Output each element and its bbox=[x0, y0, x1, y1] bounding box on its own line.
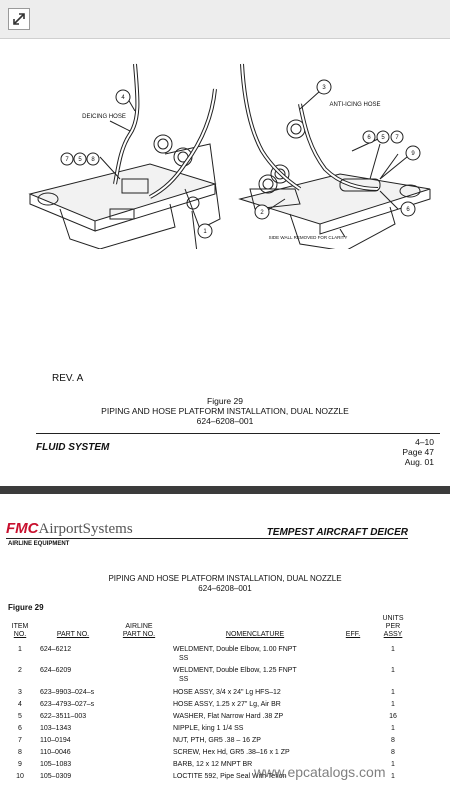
chapter-number: 4–10 bbox=[415, 437, 434, 447]
cell-units: 1 bbox=[391, 725, 395, 732]
cell-item: 3 bbox=[18, 689, 22, 696]
table-row-continuation bbox=[0, 676, 450, 686]
cell-nomenclature: WASHER, Flat Narrow Hard .38 ZP bbox=[173, 713, 284, 720]
column-header-units-per-assy bbox=[378, 615, 408, 639]
column-header-item-line1: ITEM bbox=[11, 623, 29, 630]
callout-label: 5 bbox=[381, 135, 385, 141]
cell-nomenclature: NIPPLE, king 1 1/4 SS bbox=[173, 725, 244, 732]
revision-label: REV. A bbox=[52, 373, 84, 384]
callout-label: 2 bbox=[260, 210, 264, 216]
figure-label: Figure 29 bbox=[8, 603, 44, 612]
cell-part-no: 110–0046 bbox=[40, 749, 71, 756]
column-header-units-line3: ASSY bbox=[383, 631, 403, 638]
cell-part-no: 623–4793–027–s bbox=[40, 701, 95, 708]
page-info bbox=[402, 437, 434, 467]
cell-item: 2 bbox=[18, 667, 22, 674]
cell-nomenclature: LOCTITE 592, Pipe Seal With Teflon bbox=[173, 773, 287, 780]
cell-item: 7 bbox=[18, 737, 22, 744]
cell-part-no: 624–6209 bbox=[40, 667, 72, 674]
table-row bbox=[0, 713, 450, 723]
manual-page-figure bbox=[0, 39, 450, 486]
table-row bbox=[0, 701, 450, 711]
parts-list-title: PIPING AND HOSE PLATFORM INSTALLATION, DUAL NOZZLE bbox=[108, 574, 342, 583]
cell-nomenclature-cont: SS bbox=[179, 676, 189, 683]
watermark: www.epcatalogs.com bbox=[254, 764, 386, 780]
expand-icon bbox=[12, 12, 26, 26]
cell-item: 8 bbox=[18, 749, 22, 756]
callout-label: 6 bbox=[406, 207, 410, 213]
cell-nomenclature: HOSE ASSY, 3/4 x 24" Lg HFS–12 bbox=[173, 689, 281, 696]
airline-equipment-label: AIRLINE EQUIPMENT bbox=[8, 541, 70, 547]
callout-label: SIDE WALL REMOVED FOR CLARITY bbox=[268, 235, 348, 240]
column-header-nomenclature: NOMENCLATURE bbox=[225, 631, 285, 638]
column-header-airline-part-no bbox=[115, 623, 163, 639]
column-header-item-line2: NO. bbox=[13, 631, 27, 638]
table-row bbox=[0, 689, 450, 699]
column-header-units-line2: PER bbox=[385, 623, 401, 630]
parts-list-part-number: 624–6208–001 bbox=[198, 584, 252, 593]
cell-nomenclature: HOSE ASSY, 1.25 x 27" Lg, Air BR bbox=[173, 701, 281, 708]
figure-number: Figure 29 bbox=[207, 396, 243, 406]
callout-label: 7 bbox=[65, 157, 69, 163]
cell-part-no: 624–6212 bbox=[40, 646, 72, 653]
manual-page-parts-list bbox=[0, 494, 450, 800]
document-title: TEMPEST AIRCRAFT DEICER bbox=[266, 527, 408, 538]
cell-nomenclature-cont: SS bbox=[179, 655, 189, 662]
table-row bbox=[0, 749, 450, 759]
cell-item: 5 bbox=[18, 713, 22, 720]
cell-units: 1 bbox=[391, 701, 395, 708]
figure-title: PIPING AND HOSE PLATFORM INSTALLATION, DUAL NOZZLE bbox=[101, 406, 349, 416]
logo-airport-text: AirportSystems bbox=[38, 521, 133, 537]
callout-label: 7 bbox=[395, 135, 399, 141]
column-header-eff: EFF. bbox=[345, 631, 361, 638]
table-row bbox=[0, 737, 450, 747]
column-header-units-line1: UNITS bbox=[382, 615, 404, 622]
callout-label: 9 bbox=[411, 151, 415, 157]
column-header-part-no: PART NO. bbox=[56, 631, 90, 638]
callout-label: 8 bbox=[91, 157, 95, 163]
cell-part-no: 623–9903–024–s bbox=[40, 689, 95, 696]
column-header-item bbox=[8, 623, 32, 639]
header-divider bbox=[6, 538, 408, 539]
cell-nomenclature: WELDMENT, Double Elbow, 1.00 FNPT bbox=[173, 646, 297, 653]
callout-label: ANTI-ICING HOSE bbox=[329, 102, 381, 108]
viewer-toolbar bbox=[0, 0, 450, 39]
cell-part-no: 622–3511–003 bbox=[40, 713, 87, 720]
table-row bbox=[0, 725, 450, 735]
cell-units: 1 bbox=[391, 646, 395, 653]
cell-units: 8 bbox=[391, 737, 395, 744]
cell-units: 8 bbox=[391, 749, 395, 756]
table-row-continuation bbox=[0, 655, 450, 665]
column-header-airline-line1: AIRLINE bbox=[125, 623, 153, 630]
cell-item: 4 bbox=[18, 701, 22, 708]
cell-units: 1 bbox=[391, 689, 395, 696]
callout-label: 3 bbox=[322, 85, 326, 91]
cell-item: 9 bbox=[18, 761, 22, 768]
footer-divider bbox=[36, 433, 440, 434]
cell-units: 1 bbox=[391, 773, 395, 780]
figure-part-number: 624–6208–001 bbox=[196, 416, 254, 426]
cell-item: 10 bbox=[16, 773, 24, 780]
piping-hose-platform-drawing bbox=[0, 39, 450, 249]
cell-part-no: 103–1343 bbox=[40, 725, 72, 732]
callout-label: 5 bbox=[78, 157, 82, 163]
page-separator bbox=[0, 486, 450, 494]
page-number: Page 47 bbox=[402, 447, 434, 457]
cell-part-no: 105–1083 bbox=[40, 761, 72, 768]
callout-label: 4 bbox=[121, 95, 125, 101]
callout-label: 1 bbox=[203, 229, 207, 235]
callout-label: 6 bbox=[367, 135, 371, 141]
expand-button[interactable] bbox=[8, 8, 30, 30]
cell-nomenclature: WELDMENT, Double Elbow, 1.25 FNPT bbox=[173, 667, 297, 674]
cell-units: 1 bbox=[391, 667, 395, 674]
column-header-airline-line2: PART NO. bbox=[122, 631, 156, 638]
fmc-logo bbox=[6, 520, 133, 538]
cell-units: 1 bbox=[391, 761, 395, 768]
logo-fmc-text: FMC bbox=[6, 520, 39, 537]
cell-part-no: 110–0194 bbox=[40, 737, 71, 744]
section-title: FLUID SYSTEM bbox=[36, 442, 110, 453]
cell-nomenclature: NUT, PTH, GR5 .38 – 16 ZP bbox=[173, 737, 261, 744]
cell-nomenclature: SCREW, Hex Hd, GR5 .38–16 x 1 ZP bbox=[173, 749, 290, 756]
callout-label: DEICING HOSE bbox=[82, 114, 126, 120]
cell-units: 16 bbox=[389, 713, 397, 720]
revision-date: Aug. 01 bbox=[404, 457, 434, 467]
cell-item: 6 bbox=[18, 725, 22, 732]
cell-item: 1 bbox=[18, 646, 22, 653]
cell-nomenclature: BARB, 12 x 12 MNPT BR bbox=[173, 761, 253, 768]
cell-part-no: 105–0309 bbox=[40, 773, 72, 780]
